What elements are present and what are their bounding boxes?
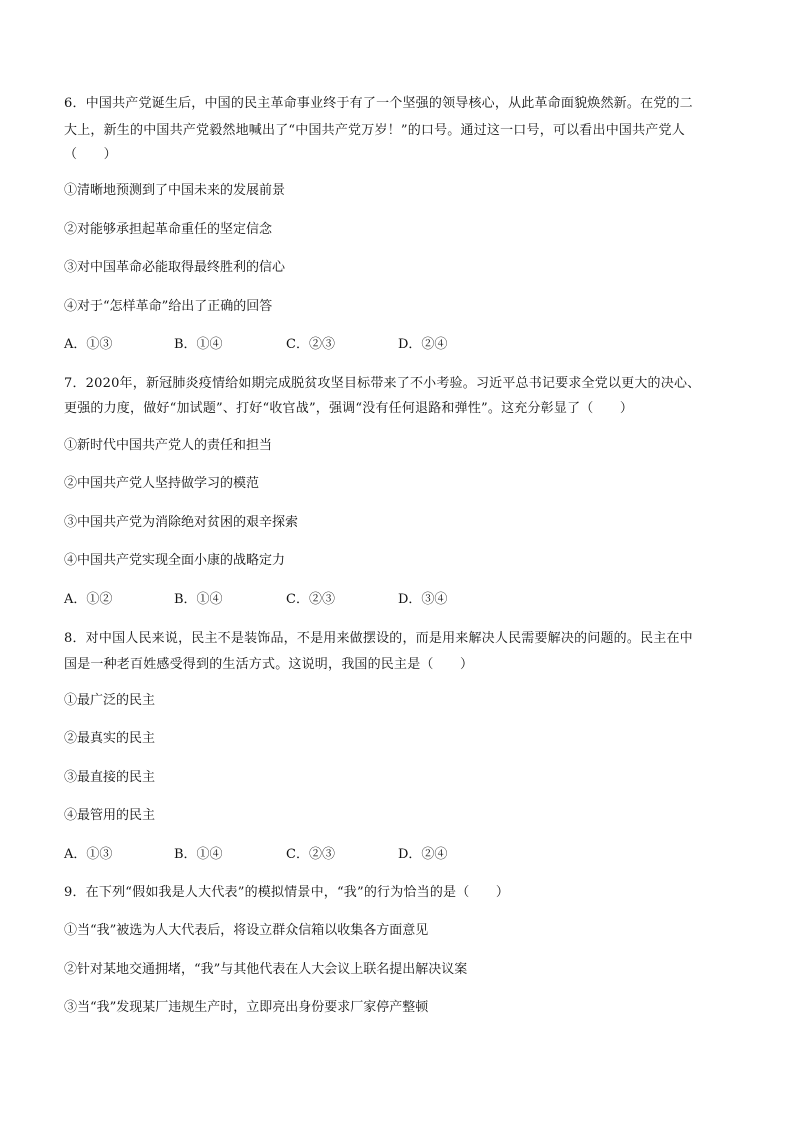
- question-7-option-1: ①新时代中国共产党人的责任和担当: [64, 438, 273, 453]
- question-6-choice-a: A．①③: [64, 337, 113, 352]
- question-8-option-2: ②最真实的民主: [64, 731, 156, 746]
- question-6-option-4: ④对于“怎样革命”给出了正确的回答: [64, 299, 273, 314]
- question-7-stem-line-1: 7．2020年，新冠肺炎疫情给如期完成脱贫攻坚目标带来了不小考验。习近平总书记要求全党以更大的决心、: [64, 376, 701, 391]
- question-8-option-1: ①最广泛的民主: [64, 693, 156, 708]
- question-9-option-1: ①当“我”被选为人大代表后，将设立群众信箱以收集各方面意见: [64, 923, 429, 938]
- question-9-stem-line-1: 9．在下列“假如我是人大代表”的模拟情景中，“我”的行为恰当的是（ ）: [64, 885, 510, 900]
- question-7-choices: [64, 588, 564, 608]
- question-6-choice-b: B．①④: [174, 337, 223, 352]
- question-6-option-3: ③对中国革命必能取得最终胜利的信心: [64, 260, 286, 275]
- question-9-option-2: ②针对某地交通拥堵，“我”与其他代表在人大会议上联名提出解决议案: [64, 962, 468, 977]
- question-8-stem-line-1: 8．对中国人民来说，民主不是装饰品，不是用来做摆设的，而是用来解决人民需要解决的问题的。民主在中: [64, 631, 693, 646]
- question-8-stem-line-2: 国是一种老百姓感受得到的生活方式。这说明，我国的民主是（ ）: [64, 657, 474, 672]
- question-6-stem-line-3: （ ）: [64, 147, 117, 162]
- question-8-choice-a: A．①③: [64, 847, 113, 862]
- question-9-option-3: ③当“我”发现某厂违规生产时，立即亮出身份要求厂家停产整顿: [64, 1000, 429, 1015]
- question-6-choice-d: D．②④: [398, 337, 448, 352]
- question-7-option-3: ③中国共产党为消除绝对贫困的艰辛探索: [64, 515, 299, 530]
- question-7-choice-a: A．①②: [64, 592, 113, 607]
- question-7-stem-line-2: 更强的力度，做好“加试题”、打好“收官战”，强调“没有任何退路和弹性”。这充分彰显了（ ）: [64, 401, 634, 416]
- question-6-stem-line-1: 6．中国共产党诞生后，中国的民主革命事业终于有了一个坚强的领导核心，从此革命面貌焕然新。在党的二: [64, 96, 693, 111]
- question-7-choice-c: C．②③: [286, 592, 335, 607]
- question-8-choice-b: B．①④: [174, 847, 223, 862]
- question-7-choice-b: B．①④: [174, 592, 223, 607]
- question-7-option-4: ④中国共产党实现全面小康的战略定力: [64, 553, 286, 568]
- question-6-choices: [64, 333, 564, 353]
- question-6-choice-c: C．②③: [286, 337, 335, 352]
- question-6-stem-line-2: 大上，新生的中国共产党毅然地喊出了“中国共产党万岁！”的口号。通过这一口号，可以看出中国共产党人: [64, 123, 685, 138]
- question-8-choice-d: D．②④: [398, 847, 448, 862]
- question-8-option-4: ④最管用的民主: [64, 808, 156, 823]
- question-6-option-2: ②对能够承担起革命重任的坚定信念: [64, 222, 273, 237]
- question-6-option-1: ①清晰地预测到了中国未来的发展前景: [64, 183, 286, 198]
- question-8-choice-c: C．②③: [286, 847, 335, 862]
- question-8-option-3: ③最直接的民主: [64, 770, 156, 785]
- question-8-choices: [64, 843, 564, 863]
- question-7-choice-d: D．③④: [398, 592, 448, 607]
- question-7-option-2: ②中国共产党人坚持做学习的模范: [64, 476, 260, 491]
